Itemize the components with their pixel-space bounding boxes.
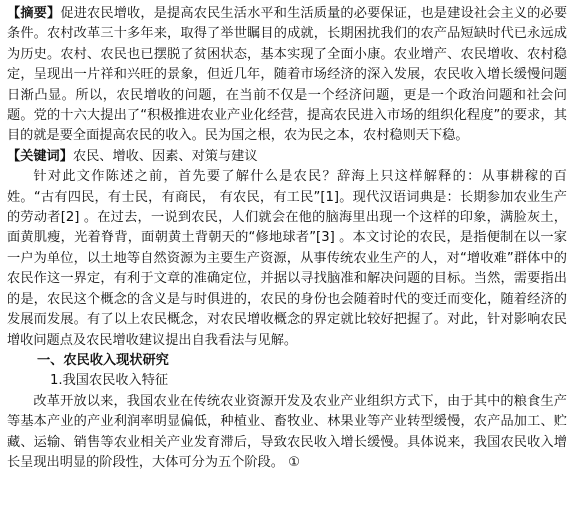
abstract-label: 【摘要】 bbox=[7, 6, 61, 21]
section-heading: 一、农民收入现状研究 bbox=[37, 352, 169, 368]
subsection-heading: 1.我国农民收入特征 bbox=[50, 373, 169, 389]
body-paragraph: 改革开放以来，我国农业在传统农业资源开发及农业产业组织方式下，由于其中的粮食生产等基本产业的产业利润率明显偏低，种植业、畜牧业、林果业等产业转型缓慢，农产品加工、贮藏、运输、销售等农业相关产业发育滞后，导致农民收入增长缓慢。具体说来，我国农民收入增长呈现出明显的阶段性，大体可分为五个阶段。 ① bbox=[7, 393, 567, 470]
intro-paragraph: 针对此文作陈述之前，首先要了解什么是农民？辞海上只这样解释的：从事耕稼的百姓。“古有四民，有士民，有商民， 有农民，有工民”[1]。现代汉语词典是：长期参加农业生产的劳动者[2] 。在过去，一说到农民，人们就会在他的脑海里出现一个这样的印象，满脸灰土， 面黄肌瘦，光着脊背，面朝黄土背朝天的“修地球者”[3] 。本文讨论的农民，是指便制在以一家一户为单位，以土地等自然资源为主要生产资源，从事传统农业生产的人，对“增收难”群体中的农民作这一界定，有利于文章的准确定位，并据以寻找脑准和解决问题的目标。当然，需要指出的是，农民这个概念的含义是与时俱进的，农民的身份也会随着时代的变迁而变化，随着经济的发展而发展。有了以上农民概念，对农民增收概念的界定就比较好把握了。对此，针对影响农民增收问题点及农民增收建议提出自我看法与见解。 bbox=[7, 169, 567, 348]
keywords-paragraph bbox=[7, 147, 567, 167]
keywords-label: 【关键词】 bbox=[7, 148, 73, 164]
abstract-paragraph bbox=[7, 4, 567, 147]
abstract-text: 促进农民增收，是提高农民生活水平和生活质量的必要保证，也是建设社会主义的必要条件。农村改革三十多年来，取得了举世瞩目的成就，长期困扰我们的农产品短缺时代已永远成为历史。农村、农民也已摆脱了贫困状态，基本实现了全面小康。农业增产、农民增收、农村稳定，呈现出一片祥和兴旺的景象，但近几年，随着市场经济的深入发展，农民收入增长缓慢问题日渐凸显。所以，农民增收的问题，在当前不仅是一个经济问题，更是一个政治问题和社会问题。党的十六大提出了“积极推进农业产业化经营，提高农民进入市场的组织化程度”的要求，其目的就是要全面提高农民的收入。民为国之根，农为民之本，农村稳则天下稳。 bbox=[7, 6, 568, 144]
keywords-text: 农民、增收、因素、对策与建议 bbox=[72, 148, 258, 164]
